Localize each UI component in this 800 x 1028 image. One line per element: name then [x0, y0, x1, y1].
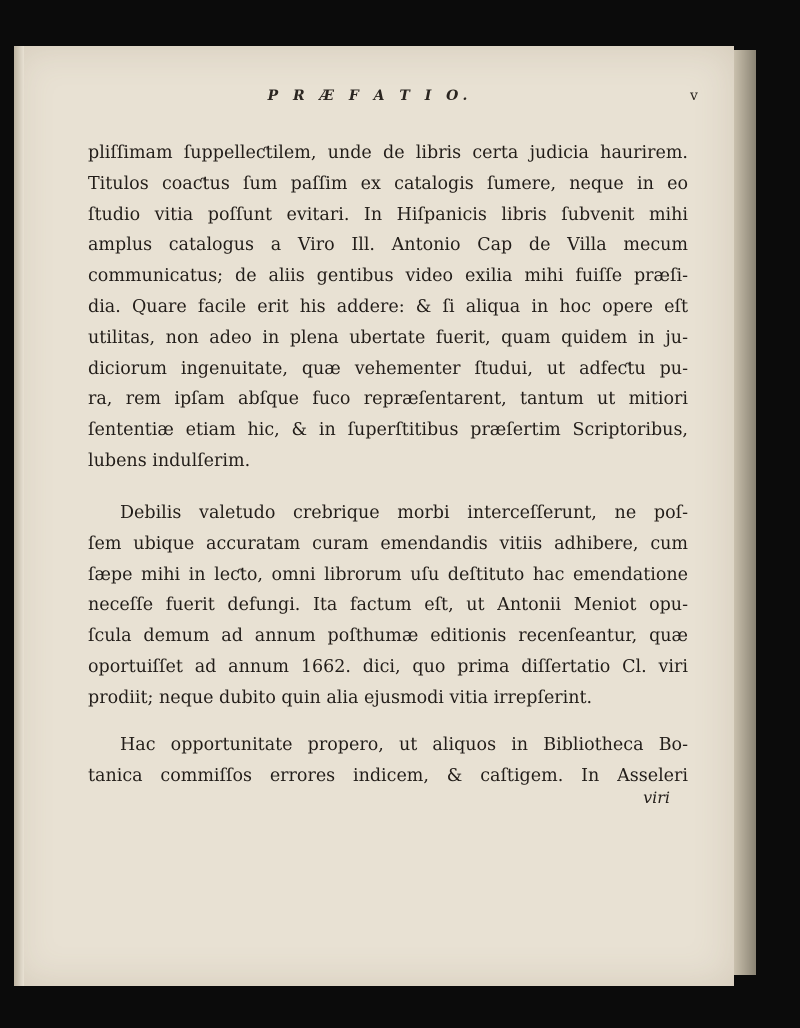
text-line: tanica commiſſos errores indicem, & caſtigem. In Asseleri: [88, 765, 688, 786]
text-line: amplus catalogus a Viro Ill. Antonio Cap de Villa mecum: [88, 235, 688, 256]
text-line: communicatus; de aliis gentibus video exilia mihi fuiſſe præſi-: [88, 266, 688, 287]
catchword: viri: [643, 788, 670, 807]
text-line: dia. Quare facile erit his addere: & ſi aliqua in hoc opere eſt: [88, 296, 688, 317]
page-gutter: [14, 46, 24, 986]
text-line: Hac opportunitate propero, ut aliquos in Bibliotheca Bo-: [120, 735, 688, 755]
running-title: P R Æ F A T I O.: [267, 88, 473, 104]
text-line: lubens indulſerim.: [88, 450, 251, 471]
text-line: diciorum ingenuitate, quæ vehementer ſtudui, ut adfeƈtu pu-: [88, 358, 688, 379]
paragraph-3: [88, 730, 688, 792]
running-head: [0, 88, 800, 118]
text-line: oportuiſſet ad annum 1662. dici, quo prima diſſertatio Cl. viri: [88, 656, 688, 677]
paragraph-2: [88, 498, 688, 714]
page-fore-edge: [734, 50, 756, 975]
text-line: ſententiæ etiam hic, & in ſuperſtitibus præſertim Scriptoribus,: [88, 420, 688, 441]
text-line: neceſſe fuerit defungi. Ita factum eſt, ut Antonii Meniot opu-: [88, 595, 688, 616]
text-line: pliſſimam ſuppelleƈtilem, unde de libris certa judicia haurirem.: [88, 143, 688, 163]
text-line: prodiit; neque dubito quin alia ejusmodi vitia irrepſerint.: [88, 687, 593, 708]
page-number: v: [690, 88, 698, 104]
text-line: ſcula demum ad annum poſthumæ editionis recenſeantur, quæ: [88, 626, 688, 647]
text-line: ſem ubique accuratam curam emendandis vitiis adhibere, cum: [88, 533, 688, 554]
text-line: utilitas, non adeo in plena ubertate fuerit, quam quidem in ju-: [88, 327, 688, 348]
text-line: ſæpe mihi in leƈto, omni librorum uſu deſtituto hac emendatione: [88, 564, 688, 585]
text-line: ra, rem ipſam abſque fuco repræſentarent, tantum ut mitiori: [88, 389, 688, 410]
paragraph-1: [88, 138, 688, 477]
text-line: ſtudio vitia poſſunt evitari. In Hiſpanicis libris ſubvenit mihi: [88, 204, 688, 225]
text-line: Debilis valetudo crebrique morbi interceſſerunt, ne poſ-: [120, 503, 688, 523]
text-line: Titulos coaƈtus ſum paſſim ex catalogis ſumere, neque in eo: [88, 173, 688, 194]
